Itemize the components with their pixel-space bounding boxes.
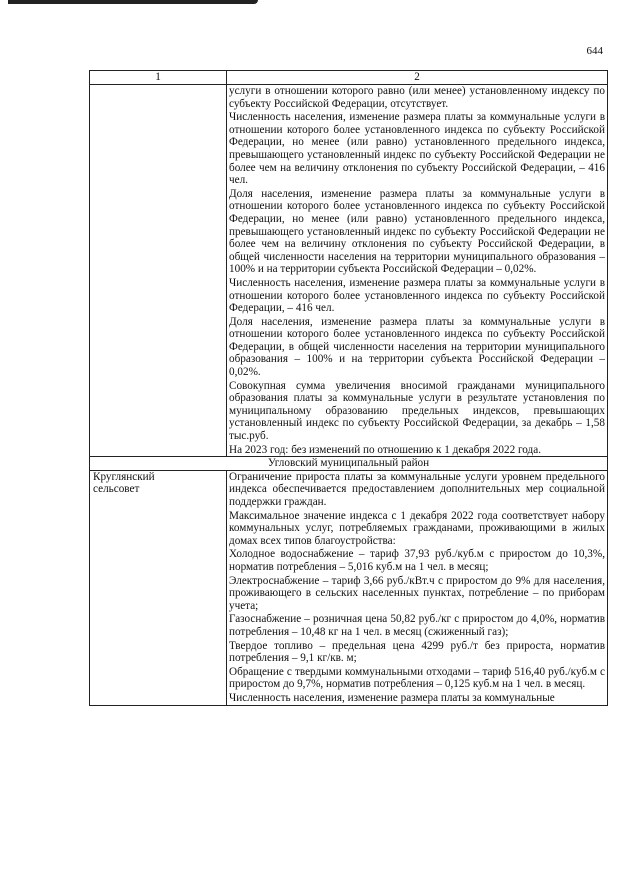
paragraph: Доля населения, изменение размера платы за коммунальные услуги в отношении которого более установленного индекса по субъекту Российской Федерации, но менее (или равно) установленного предельного индекса, превышающего установленный индекс по субъекту Российской Федерации не более чем на величину отклонения по субъекту Российской Федерации, в общей численности населения на территории муниципального образования – 100% и на территории субъекта Российской Федерации – 0,02%.	[229, 187, 605, 276]
paragraph: услуги в отношении которого равно (или менее) установленному индексу по субъекту Российской Федерации, отсутствует.	[229, 85, 605, 110]
paragraph: Газоснабжение – розничная цена 50,82 руб./кг с приростом до 4,0%, норматив потребления – 10,48 кг на 1 чел. в месяц (сжиженный газ);	[229, 613, 605, 638]
table-row	[90, 470, 608, 705]
details-cell	[227, 470, 608, 705]
paragraph: Ограничение прироста платы за коммунальные услуги уровнем предельного индекса обеспечивается предоставлением дополнительных мер социальной поддержки граждан.	[229, 470, 605, 508]
paragraph: Твердое топливо – предельная цена 4299 руб./т без прироста, норматив потребления – 9,1 кг/кв. м;	[229, 639, 605, 665]
paragraph: Численность населения, изменение размера платы за коммунальные услуги в отношении которого более установленного индекса по субъекту Российской Федерации, но менее (или равно) установленного предельного индекса, превышающего установленный индекс по субъекту Российской Федерации не более чем на величину отклонения по субъекту Российской Федерации, – 416 чел.	[229, 111, 605, 187]
table-header-row	[90, 71, 608, 85]
paragraph: Доля населения, изменение размера платы за коммунальные услуги в отношении которого более установленного индекса по субъекту Российской Федерации, в общей численности населения на территории муниципального образования – 100% и на территории субъекта Российской Федерации – 0,02%.	[229, 315, 605, 379]
scan-edge-mark	[8, 0, 258, 4]
paragraph: Максимальное значение индекса с 1 декабря 2022 года соответствует набору коммунальных услуг, потребляемых гражданами, проживающими в жилых домах всех типов благоустройства:	[229, 509, 605, 547]
paragraph: На 2023 год: без изменений по отношению к 1 декабря 2022 года.	[229, 443, 542, 456]
document-table	[89, 70, 608, 706]
paragraph: Холодное водоснабжение – тариф 37,93 руб./куб.м с приростом до 10,3%, норматив потребления – 5,016 куб.м на 1 чел. в месяц;	[229, 548, 605, 573]
column-header-1: 1	[90, 71, 227, 85]
section-title: Угловский муниципальный район	[90, 457, 608, 471]
paragraph: Обращение с твердыми коммунальными отходами – тариф 516,40 руб./куб.м с приростом до 9,7%, норматив потребления – 0,125 куб.м на 1 чел. в месяц.	[229, 665, 605, 691]
paragraph: Электроснабжение – тариф 3,66 руб./кВт.ч с приростом до 9% для населения, проживающего в сельских населенных пунктах, потребление – по приборам учета;	[229, 574, 605, 612]
table-row	[90, 85, 608, 457]
paragraph: Численность населения, изменение размера платы за коммунальные	[229, 691, 555, 704]
paragraph: Совокупная сумма увеличения вносимой гражданами муниципального образования платы за коммунальные услуги в результате установления по муниципальному образованию предельных индексов, превышающих установленный индекс по субъекту Российской Федерации, за декабрь – 1,58 тыс.руб.	[229, 379, 605, 443]
municipality-name-cell	[90, 470, 227, 705]
column-header-2: 2	[227, 71, 608, 85]
continuation-cell	[227, 85, 608, 457]
municipality-name-line: Круглянский	[93, 470, 155, 483]
page-number: 644	[586, 45, 603, 57]
section-row	[90, 457, 608, 471]
empty-name-cell	[90, 85, 227, 457]
municipality-name-line: сельсовет	[93, 483, 140, 496]
paragraph: Численность населения, изменение размера платы за коммунальные услуги в отношении которого более установленного индекса по субъекту Российской Федерации, – 416 чел.	[229, 276, 605, 315]
